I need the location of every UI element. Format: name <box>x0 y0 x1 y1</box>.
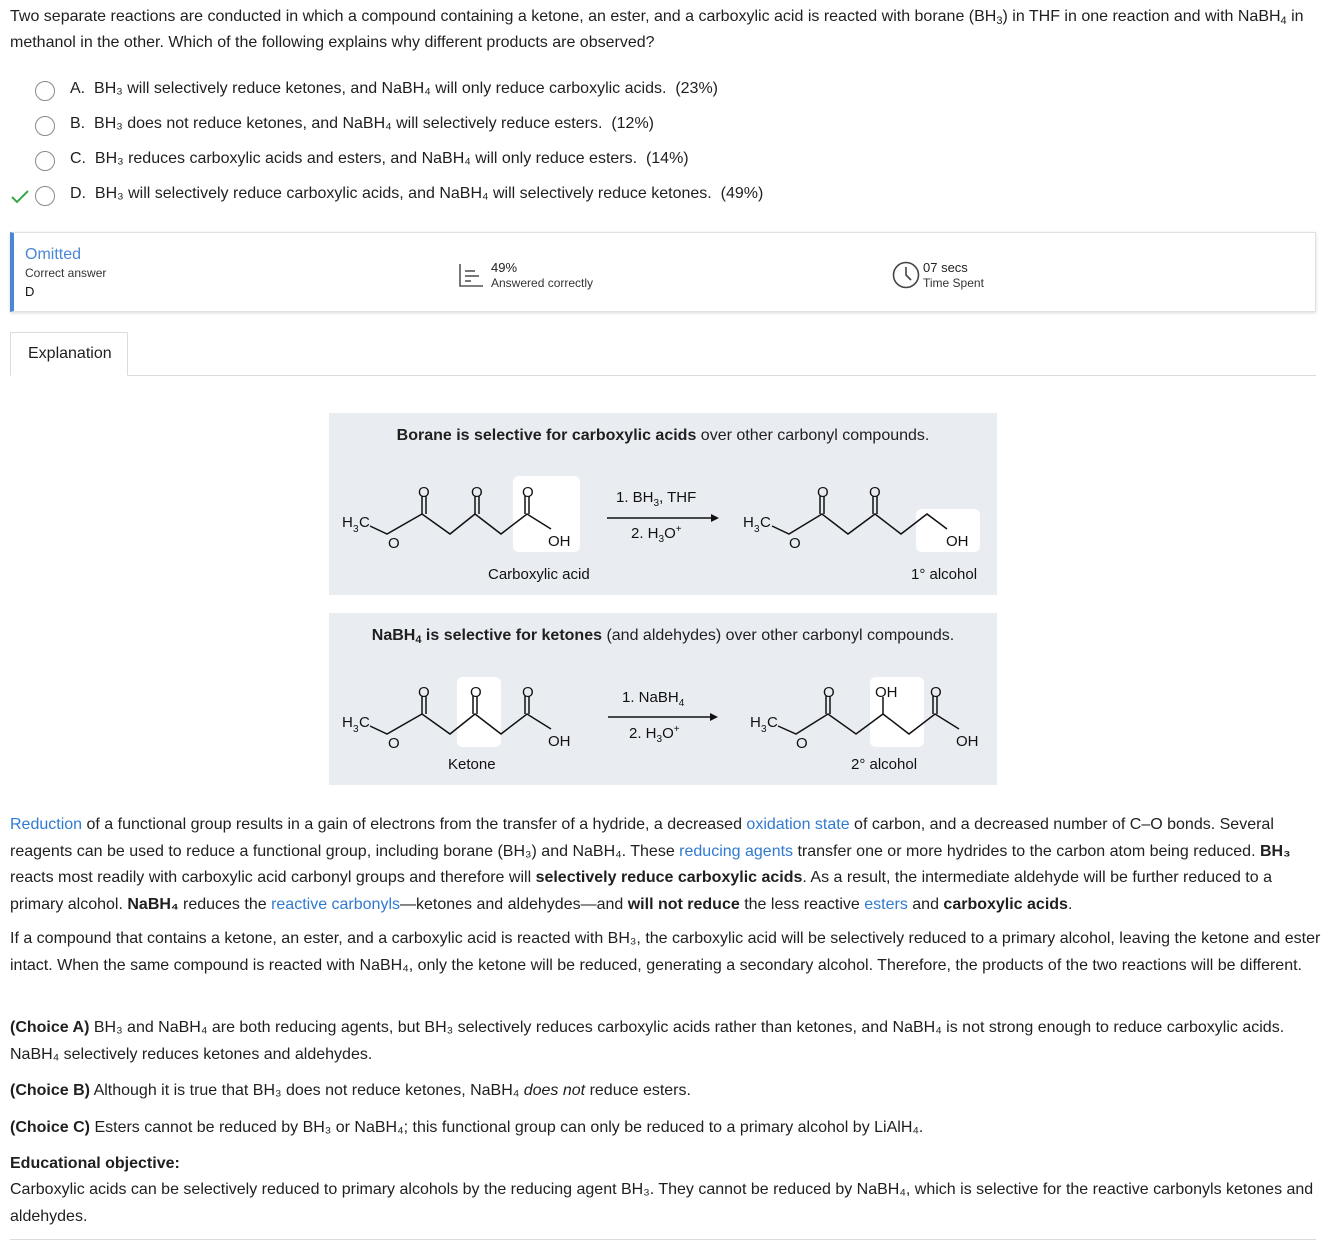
choice-d[interactable] <box>10 180 910 215</box>
svg-text:O: O <box>418 684 430 701</box>
svg-text:C: C <box>760 514 771 531</box>
svg-text:C: C <box>767 714 778 731</box>
time-spent-value: 07 secs <box>923 260 968 275</box>
question-sub-1: 3 <box>996 15 1003 27</box>
borane-scheme-panel <box>329 413 997 595</box>
question-text-1: Two separate reactions are conducted in which a compound containing a ketone, an ester, and a carboxylic acid is reacted with borane (BH <box>10 8 997 25</box>
link-oxidation-state[interactable]: oxidation state <box>746 816 850 833</box>
svg-text:3: 3 <box>353 524 359 535</box>
link-reactive-carbonyls[interactable]: reactive carbonyls <box>271 895 401 913</box>
correct-answer-value: D <box>25 284 35 299</box>
educational-objective-text: Carboxylic acids can be selectively reduced to primary alcohols by the reducing agent BH₃. They cannot be reduced by NaBH₄, which is selective for the reactive carbonyls ketones and aldehydes. <box>10 1181 1314 1225</box>
svg-text:O: O <box>817 484 829 501</box>
svg-text:OH: OH <box>946 533 969 550</box>
svg-text:O: O <box>522 484 534 501</box>
choice-text: A. BH₃ will selectively reduce ketones, and NaBH₄ will only reduce carboxylic acids. (23%) <box>70 80 718 97</box>
svg-text:O: O <box>388 735 400 752</box>
reagent-step-2: 2. $H_3O^+$ <box>631 524 682 545</box>
radio-button[interactable] <box>35 151 55 171</box>
svg-text:O: O <box>869 484 881 501</box>
tab-bar <box>10 332 1316 376</box>
choice-a[interactable] <box>10 75 910 110</box>
svg-text:O: O <box>789 535 801 552</box>
time-spent-label: Time Spent <box>923 276 984 290</box>
explanation-paragraph-2: If a compound that contains a ketone, an ester, and a carboxylic acid is reacted with BH₃, the carboxylic acid will be selectively reduced to a primary alcohol, leaving the ketone and ester intact. When the same compound is reacted with NaBH₄, only the ketone will be reduced, generating a secondary alcohol. Therefore, the products of the two reactions will be different. <box>10 930 1321 974</box>
svg-text:H: H <box>750 714 761 731</box>
svg-text:O: O <box>418 484 430 501</box>
choice-b[interactable] <box>10 110 910 145</box>
svg-text:C: C <box>359 514 370 531</box>
svg-text:OH: OH <box>956 733 979 750</box>
reagent-step-1: 1. $BH_3$, THF <box>616 489 697 509</box>
svg-text:3: 3 <box>353 724 359 735</box>
left-molecule-atoms <box>342 684 571 752</box>
choice-text: C. BH₃ reduces carboxylic acids and esters, and NaBH₄ will only reduce esters. (14%) <box>70 150 689 167</box>
radio-button[interactable] <box>35 186 55 206</box>
percent-correct-label: Answered correctly <box>491 276 594 290</box>
choice-a-explanation: (Choice A) BH₃ and NaBH₄ are both reducing agents, but BH₃ selectively reduces carboxylic acids rather than ketones, and NaBH₄ is not strong enough to reduce carboxylic acids. NaBH₄ selectively reduces ketones and aldehydes. <box>10 1019 1285 1063</box>
nabh4-scheme-panel <box>329 613 997 785</box>
svg-text:O: O <box>796 735 808 752</box>
answer-status: Omitted <box>25 246 82 263</box>
svg-text:H: H <box>342 714 353 731</box>
svg-text:H: H <box>342 514 353 531</box>
answer-choices <box>10 75 910 215</box>
svg-text:O: O <box>471 484 483 501</box>
clock-icon <box>891 260 921 290</box>
tab-explanation[interactable]: Explanation <box>10 332 128 376</box>
choice-text: D. BH₃ will selectively reduce carboxylic acids, and NaBH₄ will selectively reduce ketones. (49%) <box>70 185 764 202</box>
question-text-3: in methanol in the other. Which of the following explains why different products are observed? <box>10 8 1304 51</box>
question-stem <box>10 4 1320 56</box>
explanation-paragraph-1: Reduction of a functional group results in a gain of electrons from the transfer of a hydride, a decreased oxidation state of carbon, and a decreased number of C–O bonds. Several reagents can be used to reduce a functional group, including borane (BH₃) and NaBH₄. These reducing agents transfer one or more hydrides to the carbon atom being reduced. BH₃ reacts most readily with carboxylic acid carbonyl groups and therefore will selectively reduce carboxylic acids. As a result, the intermediate aldehyde will be further reduced to a primary alcohol. NaBH₄ reduces the reactive carbonyls—ketones and aldehydes—and will not reduce the less reactive esters and carboxylic acids. <box>10 816 1291 913</box>
link-reduction[interactable]: Reduction <box>10 816 83 833</box>
svg-text:O: O <box>930 684 942 701</box>
svg-text:O: O <box>522 684 534 701</box>
radio-button[interactable] <box>35 116 55 136</box>
percent-correct-value: 49% <box>491 260 518 275</box>
correct-answer-label: Correct answer <box>25 266 107 280</box>
svg-text:H: H <box>743 514 754 531</box>
correct-check-icon <box>10 188 30 206</box>
right-molecule-atoms <box>750 684 979 752</box>
choice-b-explanation: (Choice B) Although it is true that BH₃ does not reduce ketones, NaBH₄ does not reduce esters. <box>10 1082 691 1099</box>
carboxylic-acid-label: Carboxylic acid <box>488 566 590 583</box>
question-sub-2: 4 <box>1280 15 1287 27</box>
choice-c-explanation: (Choice C) Esters cannot be reduced by BH₃ or NaBH₄; this functional group can only be reduced to a primary alcohol by LiAlH₄. <box>10 1119 924 1136</box>
svg-text:OH: OH <box>548 733 571 750</box>
svg-text:C: C <box>359 714 370 731</box>
reagent-step-2: 2. $H_3O^+$ <box>629 724 680 745</box>
svg-text:O: O <box>470 684 482 701</box>
choice-text: B. BH₃ does not reduce ketones, and NaBH₄ will selectively reduce esters. (12%) <box>70 115 654 132</box>
results-stats-bar <box>10 232 1316 312</box>
svg-text:3: 3 <box>761 724 767 735</box>
secondary-alcohol-label: 2° alcohol <box>851 756 918 773</box>
choice-c[interactable] <box>10 145 910 180</box>
svg-text:OH: OH <box>875 684 898 701</box>
panel-title: Borane is selective for carboxylic acids over other carbonyl compounds. <box>396 427 930 444</box>
svg-text:O: O <box>388 535 400 552</box>
educational-objective-label: Educational objective: <box>10 1155 180 1172</box>
divider <box>10 1239 1316 1240</box>
panel-title: NaBH$_4$ is selective for ketones (and aldehydes) over other carbonyl compounds. <box>371 627 955 646</box>
ketone-label: Ketone <box>448 756 496 773</box>
svg-text:O: O <box>823 684 835 701</box>
link-esters[interactable]: esters <box>864 895 908 913</box>
radio-button[interactable] <box>35 81 55 101</box>
question-text-2: ) in THF in one reaction and with NaBH <box>1002 8 1281 25</box>
bar-chart-icon <box>457 261 485 289</box>
primary-alcohol-label: 1° alcohol <box>911 566 978 583</box>
borane-reaction-diagram <box>329 413 997 595</box>
reagent-step-1: 1. NaBH$_4$ <box>622 689 685 709</box>
link-reducing-agents[interactable]: reducing agents <box>679 842 794 860</box>
svg-text:OH: OH <box>548 533 571 550</box>
svg-text:3: 3 <box>754 524 760 535</box>
nabh4-reaction-diagram <box>329 613 997 785</box>
